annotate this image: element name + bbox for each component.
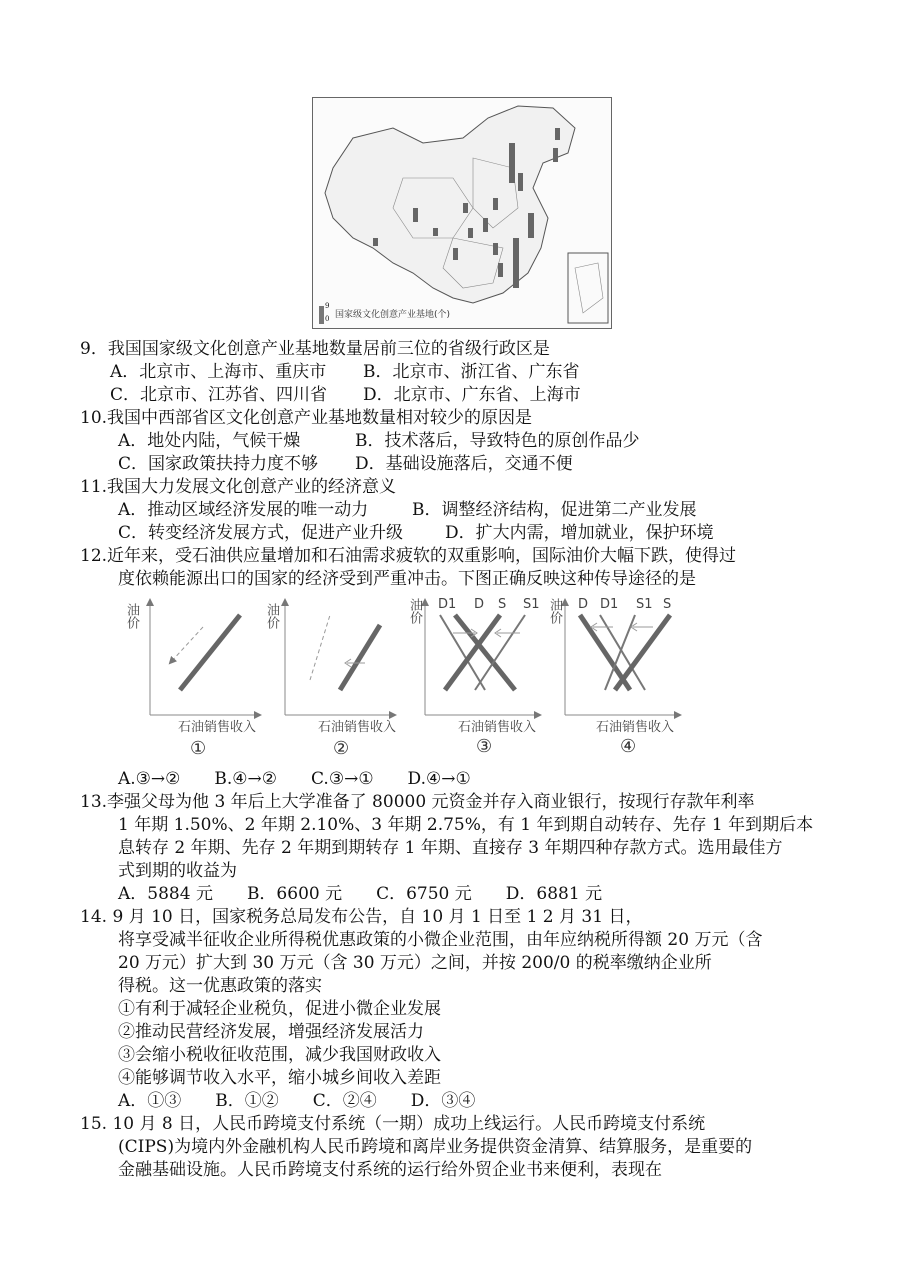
graph4-number: ④: [620, 736, 637, 757]
graph1-x-label: 石油销售收入: [178, 720, 257, 735]
map-caption: 国家级文化创意产业基地(个): [335, 310, 451, 320]
q10-stem: 10.我国中西部省区文化创意产业基地数量相对较少的原因是: [80, 408, 533, 428]
q14-line-2: 将享受减半征收企业所得税优惠政策的小微企业范围，由年应纳税所得额 20 万元（含: [118, 930, 763, 950]
graph3-number: ③: [476, 736, 493, 757]
g3-curve-d1: D1: [438, 597, 457, 612]
g4-curve-d1: D1: [600, 597, 619, 612]
g3-curve-s1: S1: [523, 597, 540, 612]
q11-option-c: C．转变经济发展方式，促进产业升级: [118, 523, 404, 543]
q9-option-d: D．北京市、广东省、上海市: [363, 385, 581, 405]
q14-options: A．①③ B．①② C．②④ D．③④: [118, 1091, 476, 1111]
q10-option-a: A．地处内陆，气候干燥: [118, 431, 301, 451]
graph4-x-label: 石油销售收入: [596, 720, 675, 735]
q14-item-3: ③会缩小税收征收范围，减少我国财政收入: [118, 1045, 441, 1065]
g3-curve-s: S: [498, 597, 507, 612]
q9-option-b: B．北京市、浙江省、广东省: [363, 362, 580, 382]
q12-stem-2: 度依赖能源出口的国家的经济受到严重冲击。下图正确反映这种传导途径的是: [118, 569, 696, 589]
q13-options: A．5884 元 B．6600 元 C．6750 元 D．6881 元: [118, 884, 603, 904]
q15-line-3: 金融基础设施。人民币跨境支付系统的运行给外贸企业书来便利，表现在: [118, 1160, 662, 1180]
q11-option-d: D．扩大内需，增加就业，保护环境: [445, 523, 714, 543]
graph3-y-label: 油价: [407, 598, 422, 624]
g4-curve-s: S: [663, 597, 672, 612]
g4-curve-s1: S1: [636, 597, 653, 612]
legend-bottom: 0: [325, 315, 330, 323]
q14-line-3: 20 万元）扩大到 30 万元（含 30 万元）之间，并按 200/0 的税率缴纳企业所: [118, 953, 712, 973]
q9-stem: 9．我国国家级文化创意产业基地数量居前三位的省级行政区是: [80, 339, 550, 359]
graph-2: [285, 600, 395, 715]
g3-curve-d: D: [474, 597, 485, 612]
q12-stem-1: 12.近年来，受石油供应量增加和石油需求疲软的双重影响，国际油价大幅下跌，使得过: [80, 546, 737, 566]
q14-item-2: ②推动民营经济发展，增强经济发展活力: [118, 1022, 424, 1042]
q9-option-a: A．北京市、上海市、重庆市: [110, 362, 327, 382]
q10-option-c: C．国家政策扶持力度不够: [118, 454, 319, 474]
graph3-x-label: 石油销售收入: [458, 720, 537, 735]
q13-line-3: 息转存 2 年期、先存 2 年期到期转存 1 年期、直接存 3 年期四种存款方式。选用最佳方: [118, 838, 783, 858]
graph2-x-label: 石油销售收入: [318, 720, 397, 735]
graph2-number: ②: [333, 738, 350, 759]
graph1-number: ①: [190, 738, 207, 759]
q12-options: A.③→② B.④→② C.③→① D.④→①: [118, 769, 471, 789]
q11-option-b: B．调整经济结构，促进第二产业发展: [412, 500, 697, 520]
graph-3: [425, 600, 540, 715]
china-map-figure: [312, 97, 612, 329]
g4-curve-d: D: [578, 597, 589, 612]
graph1-y-label: 油价: [124, 603, 139, 629]
q10-option-d: D．基础设施落后，交通不便: [355, 454, 573, 474]
q14-item-4: ④能够调节收入水平，缩小城乡间收入差距: [118, 1068, 441, 1088]
q15-line-2: (CIPS)为境内外金融机构人民币跨境和离岸业务提供资金清算、结算服务，是重要的: [118, 1137, 753, 1157]
china-map-outline: [313, 98, 611, 328]
q13-line-1: 13.李强父母为他 3 年后上大学准备了 80000 元资金并存入商业银行，按现行存款年利率: [80, 792, 755, 812]
graph4-y-label: 油价: [547, 598, 562, 624]
q9-option-c: C．北京市、江苏省、四川省: [110, 385, 328, 405]
q15-line-1: 15. 10 月 8 日，人民币跨境支付系统（一期）成功上线运行。人民币跨境支付系统: [80, 1114, 706, 1134]
graph-4: [565, 600, 680, 715]
q11-option-a: A．推动区域经济发展的唯一动力: [118, 500, 369, 520]
q11-stem: 11.我国大力发展文化创意产业的经济意义: [80, 477, 397, 497]
q14-line-4: 得税。这一优惠政策的落实: [118, 976, 322, 996]
q10-option-b: B．技术落后，导致特色的原创作品少: [355, 431, 640, 451]
q14-item-1: ①有利于减轻企业税负，促进小微企业发展: [118, 999, 441, 1019]
legend-top: 9: [325, 302, 330, 310]
graph2-y-label: 油价: [264, 603, 279, 629]
q14-line-1: 14. 9 月 10 日，国家税务总局发布公告，自 10 月 1 日至 1 2 月 31 日，: [80, 907, 643, 927]
q13-line-4: 式到期的收益为: [118, 861, 237, 881]
q13-line-2: 1 年期 1.50%、2 年期 2.10%、3 年期 2.75%，有 1 年到期自动转存、先存 1 年到期后本: [118, 815, 814, 835]
graph-1: [150, 600, 260, 715]
